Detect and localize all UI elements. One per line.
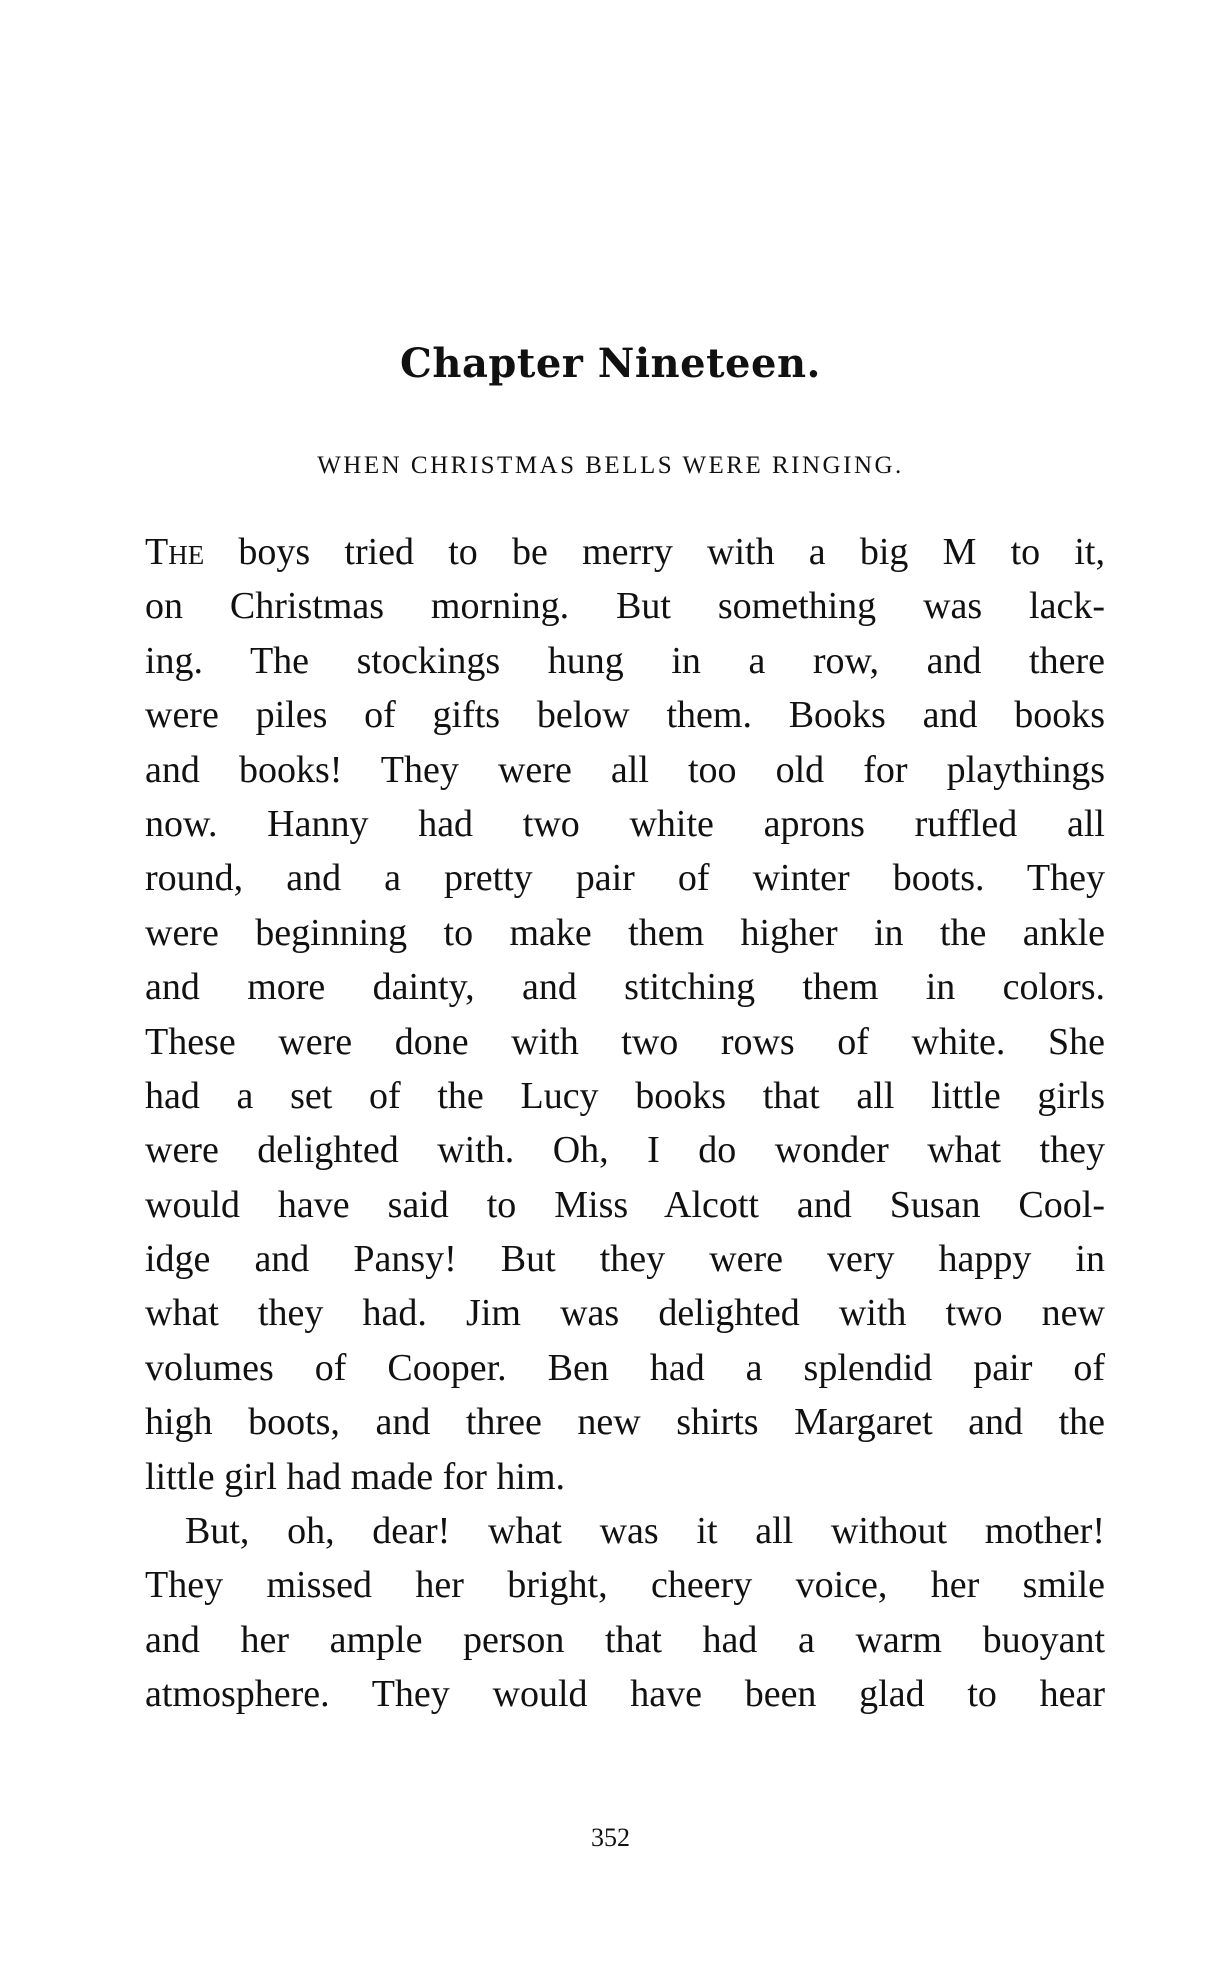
text-line: volumes of Cooper. Ben had a splendid pair of — [145, 1346, 1105, 1389]
text-line: had a set of the Lucy books that all little girls — [145, 1074, 1105, 1117]
text-line: atmosphere. They would have been glad to hear — [145, 1673, 1105, 1716]
text-line: what they had. Jim was delighted with two new — [145, 1292, 1105, 1335]
text-line: were delighted with. Oh, I do wonder what they — [145, 1129, 1105, 1172]
text-line: idge and Pansy! But they were very happy in — [145, 1238, 1105, 1281]
text-line: now. Hanny had two white aprons ruffled all — [145, 802, 1105, 845]
chapter-subtitle: WHEN CHRISTMAS BELLS WERE RINGING. — [317, 452, 904, 479]
text-line: little girl had made for him. — [145, 1455, 566, 1498]
text-line: ing. The stockings hung in a row, and there — [145, 639, 1105, 682]
page-number: 352 — [591, 1823, 630, 1852]
chapter-title: Chapter Nineteen. — [400, 340, 821, 387]
text-line: and her ample person that had a warm buoyant — [145, 1618, 1105, 1661]
text-line: high boots, and three new shirts Margaret and the — [145, 1401, 1105, 1444]
text-line: These were done with two rows of white. She — [145, 1020, 1105, 1063]
text-line: were piles of gifts below them. Books and books — [145, 694, 1105, 737]
body-text — [145, 525, 1105, 1722]
text-line: and more dainty, and stitching them in colors. — [145, 966, 1105, 1009]
text-line: But, oh, dear! what was it all without mother! — [185, 1510, 1105, 1553]
text-line: They missed her bright, cheery voice, her smile — [145, 1564, 1105, 1607]
text-line: round, and a pretty pair of winter boots. They — [145, 857, 1105, 900]
text-line: The boys tried to be merry with a big M to it, — [145, 531, 1105, 573]
first-word: The — [145, 531, 205, 573]
text-line: on Christmas morning. But something was lack- — [145, 585, 1105, 628]
text-line: and books! They were all too old for playthings — [145, 748, 1105, 791]
text-line: were beginning to make them higher in the ankle — [145, 911, 1105, 954]
text-line: would have said to Miss Alcott and Susan Cool- — [145, 1183, 1105, 1226]
